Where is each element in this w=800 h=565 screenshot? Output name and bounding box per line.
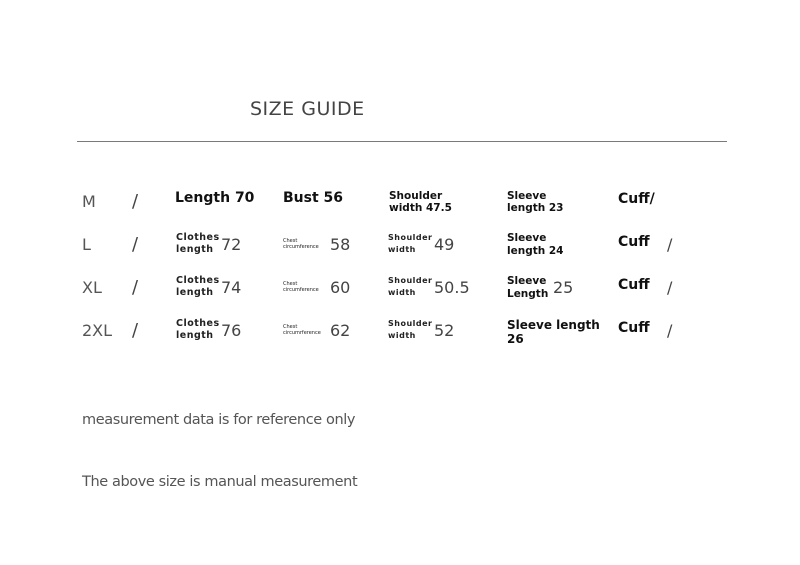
shoulder-label: Shoulder: [388, 319, 433, 328]
shoulder-label-2: width: [388, 245, 416, 254]
chest-label: Chest: [283, 281, 298, 287]
shoulder-label-2: width: [388, 331, 416, 340]
cuff-label: Cuff: [618, 320, 650, 336]
separator: /: [132, 191, 139, 212]
shoulder-label: Shoulder: [388, 276, 433, 285]
shoulder-value: 52: [434, 321, 455, 340]
sleeve-label: Sleeve: [507, 190, 547, 202]
size-label: L: [82, 235, 91, 254]
size-label: XL: [82, 278, 102, 297]
chest-label: Chest: [283, 324, 298, 330]
clothes-length-label: Clothes: [176, 275, 220, 286]
separator: /: [132, 234, 139, 255]
shoulder-label: Shoulder: [389, 190, 443, 202]
clothes-length-label-2: length: [176, 244, 214, 255]
size-row-xl: [0, 275, 800, 315]
shoulder-label-2: width: [388, 288, 416, 297]
sleeve-label-2: Length: [507, 288, 549, 300]
cuff-value: /: [667, 278, 673, 297]
clothes-length-label: Clothes: [176, 318, 220, 329]
clothes-length-value: 74: [221, 278, 242, 297]
clothes-length-value: 72: [221, 235, 242, 254]
shoulder-value: width 47.5: [389, 202, 452, 214]
cuff-value: /: [667, 235, 673, 254]
bust-value: Bust 56: [283, 190, 344, 206]
chest-label-2: circumrference: [283, 330, 321, 336]
cuff-value: Cuff/: [618, 191, 655, 207]
cuff-label: Cuff: [618, 234, 650, 250]
separator: /: [132, 277, 139, 298]
cuff-value: /: [667, 321, 673, 340]
size-row-m: [0, 190, 800, 230]
sleeve-label: Sleeve: [507, 275, 547, 287]
clothes-length-label-2: length: [176, 330, 214, 341]
sleeve-value: length 23: [507, 202, 564, 214]
size-label: 2XL: [82, 321, 113, 340]
sleeve-value: 26: [507, 332, 524, 346]
chest-label-2: circumference: [283, 287, 319, 293]
measurement-note: The above size is manual measurement: [82, 474, 358, 490]
reference-note: measurement data is for reference only: [82, 412, 356, 428]
shoulder-label: Shoulder: [388, 233, 433, 242]
size-row-2xl: [0, 318, 800, 358]
clothes-length-value: 76: [221, 321, 242, 340]
shoulder-value: 50.5: [434, 278, 470, 297]
separator: /: [132, 320, 139, 341]
divider: [77, 141, 727, 142]
chest-value: 60: [330, 278, 351, 297]
page-title: SIZE GUIDE: [250, 98, 365, 120]
shoulder-value: 49: [434, 235, 455, 254]
clothes-length-label: Clothes: [176, 232, 220, 243]
sleeve-label: Sleeve length: [507, 318, 600, 332]
sleeve-label: Sleeve: [507, 232, 547, 244]
chest-label-2: circumference: [283, 244, 319, 250]
cuff-label: Cuff: [618, 277, 650, 293]
length-value: Length 70: [175, 190, 255, 206]
chest-value: 58: [330, 235, 351, 254]
size-label: M: [82, 192, 96, 211]
size-row-l: [0, 232, 800, 272]
chest-label: Chest: [283, 238, 298, 244]
sleeve-value: 25: [553, 278, 574, 297]
clothes-length-label-2: length: [176, 287, 214, 298]
sleeve-value: length 24: [507, 245, 564, 257]
chest-value: 62: [330, 321, 351, 340]
